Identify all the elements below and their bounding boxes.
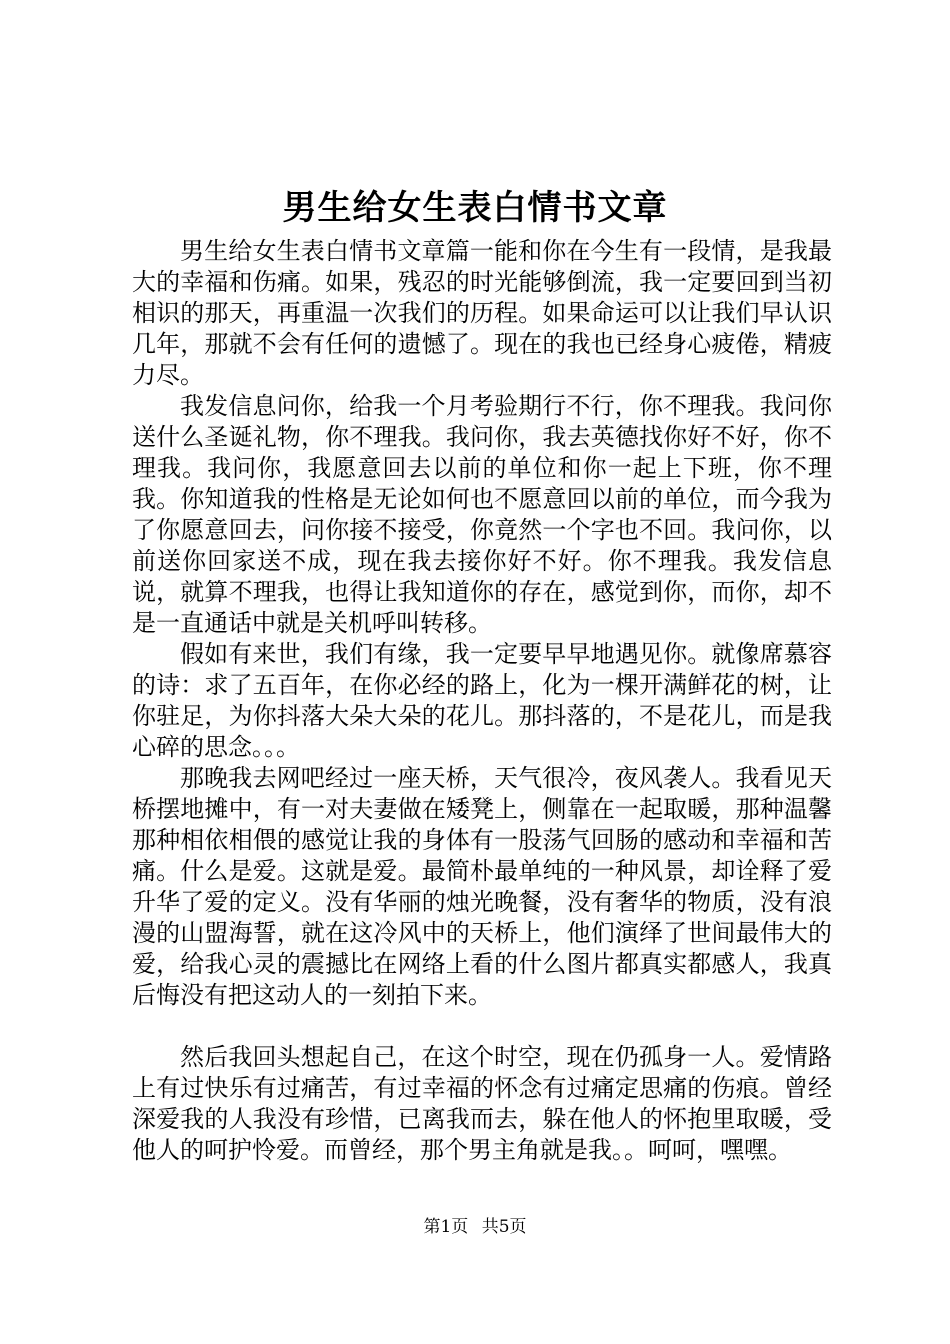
paragraph-2: 我发信息问你，给我一个月考验期行不行，你不理我。我问你送什么圣诞礼物，你不理我。我问你，我去英德找你好不好，你不理我。我问你，我愿意回去以前的单位和你一起上下班，你不理我。你知道我的性格是无论如何也不愿意回以前的单位，而今我为了你愿意回去，问你接不接受，你竟然一个字也不回。我问你，以前送你回家送不成，现在我去接你好不好。你不理我。我发信息说，就算不理我，也得让我知道你的存在，感觉到你，而你，却不是一直通话中就是关机呼叫转移。 [132, 392, 832, 637]
paragraph-4: 那晚我去网吧经过一座天桥，天气很冷，夜风袭人。我看见天桥摆地摊中，有一对夫妻做在矮凳上，侧靠在一起取暖，那种温馨那种相依相偎的感觉让我的身体有一股荡气回肠的感动和幸福和苦痛。什么是爱。这就是爱。最简朴最单纯的一种风景，却诠释了爱升华了爱的定义。没有华丽的烛光晚餐，没有奢华的物质，没有浪漫的山盟海誓，就在这冷风中的天桥上，他们演绎了世间最伟大的爱，给我心灵的震撼比在网络上看的什么图片都真实都感人，我真后悔没有把这动人的一刻拍下来。 [132, 764, 832, 1009]
paragraph-3: 假如有来世，我们有缘，我一定要早早地遇见你。就像席慕容的诗：求了五百年，在你必经的路上，化为一棵开满鲜花的树，让你驻足，为你抖落大朵大朵的花儿。那抖落的，不是花儿，而是我心碎的思念。。。 [132, 640, 832, 761]
page-number: 第1页 [423, 1217, 469, 1237]
page-total: 共5页 [481, 1217, 527, 1237]
document-title: 男生给女生表白情书文章 [282, 188, 668, 228]
paragraph-1: 男生给女生表白情书文章篇一能和你在今生有一段情，是我最大的幸福和伤痛。如果，残忍的时光能够倒流，我一定要回到当初相识的那天，再重温一次我们的历程。如果命运可以让我们早认识几年，那就不会有任何的遗憾了。现在的我也已经身心疲倦，精疲力尽。 [132, 237, 832, 389]
paragraph-5: 然后我回头想起自己，在这个时空，现在仍孤身一人。爱情路上有过快乐有过痛苦，有过幸福的怀念有过痛定思痛的伤痕。曾经深爱我的人我没有珍惜，已离我而去，躲在他人的怀抱里取暖，受他人的呵护怜爱。而曾经，那个男主角就是我。。呵呵，嘿嘿。 [132, 1043, 832, 1164]
document-body [132, 236, 832, 1166]
paragraph-gap [132, 1011, 832, 1042]
page-footer [0, 1216, 950, 1238]
